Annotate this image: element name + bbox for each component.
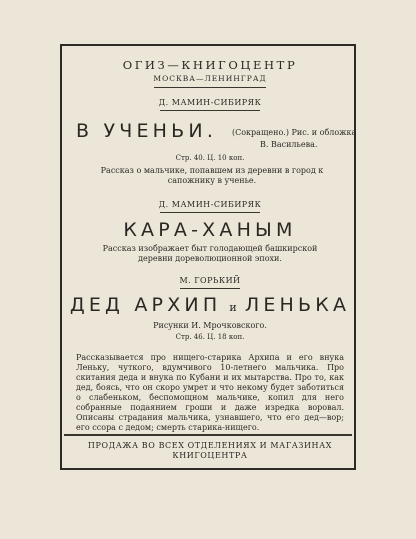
book-2-description: Рассказ изображает быт голодающей башкирской деревни дореволюционной эпохи. xyxy=(102,244,318,263)
divider xyxy=(154,87,266,88)
book-3-illustrator: Рисунки И. Мрочковского. xyxy=(153,321,267,330)
book-1-illustrator: В. Васильева. xyxy=(260,140,318,149)
book-3-description: Рассказывается про нищего-старика Архипа и его внука Леньку, чуткого, вдумчивого 10-летнего мальчика. Про скитания деда и внука по Кубани и их мытарства. Про то, как дед, боясь, что он скоро умрет и что некому будет заботиться о слабеньком, беспомощном мальчике, копил для него собранные подаянием гроши и даже изредка воровал. Описаны страдания мальчика, узнавшего, что его дед—вор; его ссора с дедом; смерть старика-нищего. xyxy=(76,353,344,432)
book-1-price: Стр. 40. Ц. 10 коп. xyxy=(175,154,245,162)
book-3-price: Стр. 46. Ц. 18 коп. xyxy=(175,333,245,341)
publisher-cities: МОСКВА—ЛЕНИНГРАД xyxy=(153,74,267,83)
book-2-author: Д. МАМИН-СИБИРЯК xyxy=(158,200,262,209)
book-1-author: Д. МАМИН-СИБИРЯК xyxy=(158,98,262,107)
book-3-title-part1: ДЕД АРХИП xyxy=(69,294,222,316)
book-1-note: (Сокращено.) Рис. и обложка xyxy=(232,128,357,137)
book-1-title: В УЧЕНЬИ. xyxy=(76,120,218,142)
author-underline xyxy=(160,212,260,213)
book-1-description: Рассказ о мальчике, попавшем из деревни в город к сапожнику в ученье. xyxy=(100,166,324,185)
author-underline xyxy=(180,288,240,289)
footer-divider xyxy=(64,434,352,436)
book-3-author: М. ГОРЬКИЙ xyxy=(179,276,241,285)
footer-line-2: КНИГОЦЕНТРА xyxy=(172,451,248,460)
author-underline xyxy=(160,110,260,111)
book-3-title-part2: ЛЕНЬКА xyxy=(244,294,351,316)
publisher-name: ОГИЗ—КНИГОЦЕНТР xyxy=(122,58,298,72)
advertisement-frame xyxy=(60,44,356,470)
book-3-title xyxy=(62,296,358,315)
footer-line-1: ПРОДАЖА ВО ВСЕХ ОТДЕЛЕНИЯХ И МАГАЗИНАХ xyxy=(87,441,333,450)
book-2-title: КАРА-ХАНЫМ xyxy=(123,219,297,241)
book-3-title-conjunction: и xyxy=(229,301,237,314)
